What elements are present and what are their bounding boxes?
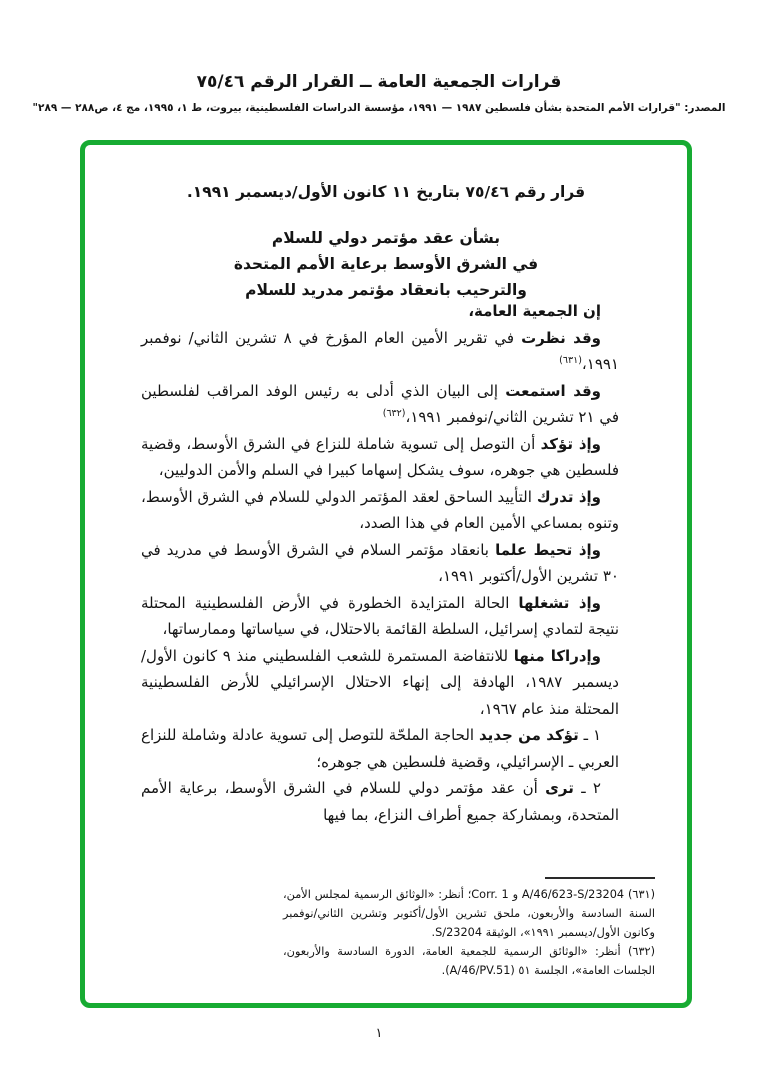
body-paragraph: وقد استمعت إلى البيان الذي أدلى به رئيس الوفد المراقب لفلسطين في ٢١ تشرين الثاني/نوفمبر ١٩٩١،$^{(٦٣٢)}$	[141, 381, 619, 426]
footnote-separator	[545, 877, 655, 879]
body-paragraph: وإذ تشغلها الحالة المتزايدة الخطورة في الأرض الفلسطينية المحتلة نتيجة لتمادي إسرائيل، السلطة القائمة بالاحتلال، في سياساتها وممارساتها،	[141, 593, 619, 638]
paragraph-lead: وقد نظرت	[521, 328, 601, 347]
paragraph-lead: وإذ تدرك	[536, 487, 601, 506]
paragraph-lead: وإذ تشغلها	[518, 593, 601, 612]
subtitle-line: في الشرق الأوسط برعاية الأمم المتحدة	[233, 255, 539, 273]
body-paragraph: وإذ تحيط علما بانعقاد مؤتمر السلام في الشرق الأوسط في مدريد في ٣٠ تشرين الأول/أكتوبر ١٩٩١،	[141, 540, 619, 585]
footnote-marker: (٦٣٢)	[627, 945, 655, 958]
paragraph-lead: إن الجمعية العامة،	[468, 302, 601, 320]
paragraph-lead: ترى	[545, 779, 574, 797]
paragraph-lead: وإذ تؤكد	[540, 434, 601, 453]
body-paragraph: وإذ تؤكد أن التوصل إلى تسوية شاملة للنزاع في الشرق الأوسط، وقضية فلسطين هي جوهره، سوف يشكل إسهاما كبيرا في السلم والأمن الدوليين،	[141, 434, 619, 479]
paragraph-lead: تؤكد من جديد	[479, 726, 579, 744]
page-number: ١	[375, 1026, 383, 1041]
source-line: المصدر: "قرارات الأمم المتحدة بشأن فلسطين ١٩٨٧ — ١٩٩١، مؤسسة الدراسات الفلسطينية، بيروت، ط ١، ١٩٩٥، مج ٤، ص٢٨٨ — ٢٨٩"	[32, 102, 726, 114]
resolution-box	[80, 140, 692, 1008]
footnote-ref-superscript: (٦٣٢)	[382, 408, 406, 419]
body-paragraph	[141, 298, 619, 325]
footnote-item: (٦٣١) A/46/623-S/23204 و Corr. 1؛ أنظر: «الوثائق الرسمية لمجلس الأمن، السنة السادسة والأربعون، ملحق تشرين الأول/أكتوبر وتشرين الثاني/نوفمبر وكانون الأول/ديسمبر ١٩٩١»، الوثيقة S/23204.	[283, 888, 655, 939]
paragraph-lead: وإذ تحيط علما	[495, 540, 601, 559]
paragraph-lead: وقد استمعت	[505, 381, 602, 400]
body-paragraph: ٢ ـ ترى أن عقد مؤتمر دولي للسلام في الشرق الأوسط، برعاية الأمم المتحدة، وبمشاركة جميع أطراف النزاع، بما فيها	[141, 779, 619, 824]
footnote-marker: (٦٣١)	[627, 888, 655, 901]
body-paragraph: ١ ـ تؤكد من جديد الحاجة الملحّة للتوصل إلى تسوية عادلة وشاملة للنزاع العربي ـ الإسرائيلي، وقضية فلسطين هي جوهره؛	[141, 726, 619, 771]
paragraph-lead: وإدراكا منها	[513, 646, 601, 665]
footnote-ref-superscript: (٦٣١)	[559, 355, 582, 366]
subtitle-line: والترحيب بانعقاد مؤتمر مدريد للسلام	[245, 281, 527, 299]
resolution-body	[141, 298, 619, 828]
body-paragraph: وقد نظرت في تقرير الأمين العام المؤرخ في ٨ تشرين الثاني/ نوفمبر ١٩٩١،$^{(٦٣١)}$	[141, 328, 619, 373]
footnote-item: (٦٣٢) أنظر: «الوثائق الرسمية للجمعية العامة، الدورة السادسة والأربعون، الجلسات العامة»، الجلسة ٥١ (A/46/PV.51).	[283, 945, 655, 977]
resolution-heading: قرار رقم ٧٥/٤٦ بتاريخ ١١ كانون الأول/ديسمبر ١٩٩١.	[186, 183, 586, 201]
footnotes-block	[283, 885, 655, 980]
subtitle-line: بشأن عقد مؤتمر دولي للسلام	[271, 229, 501, 247]
body-paragraph: وإذ تدرك التأييد الساحق لعقد المؤتمر الدولي للسلام في الشرق الأوسط، وتنوه بمساعي الأمين العام في هذا الصدد،	[141, 487, 619, 532]
page-header-title: قرارات الجمعية العامة ــ القرار الرقم ٧٥/٤٦	[196, 72, 562, 92]
body-paragraph: وإدراكا منها للانتفاضة المستمرة للشعب الفلسطيني منذ ٩ كانون الأول/ديسمبر ١٩٨٧، الهادفة إلى إنهاء الاحتلال الإسرائيلي للأرض الفلسطينية المحتلة منذ عام ١٩٦٧،	[141, 646, 619, 718]
resolution-subtitle	[85, 225, 687, 303]
